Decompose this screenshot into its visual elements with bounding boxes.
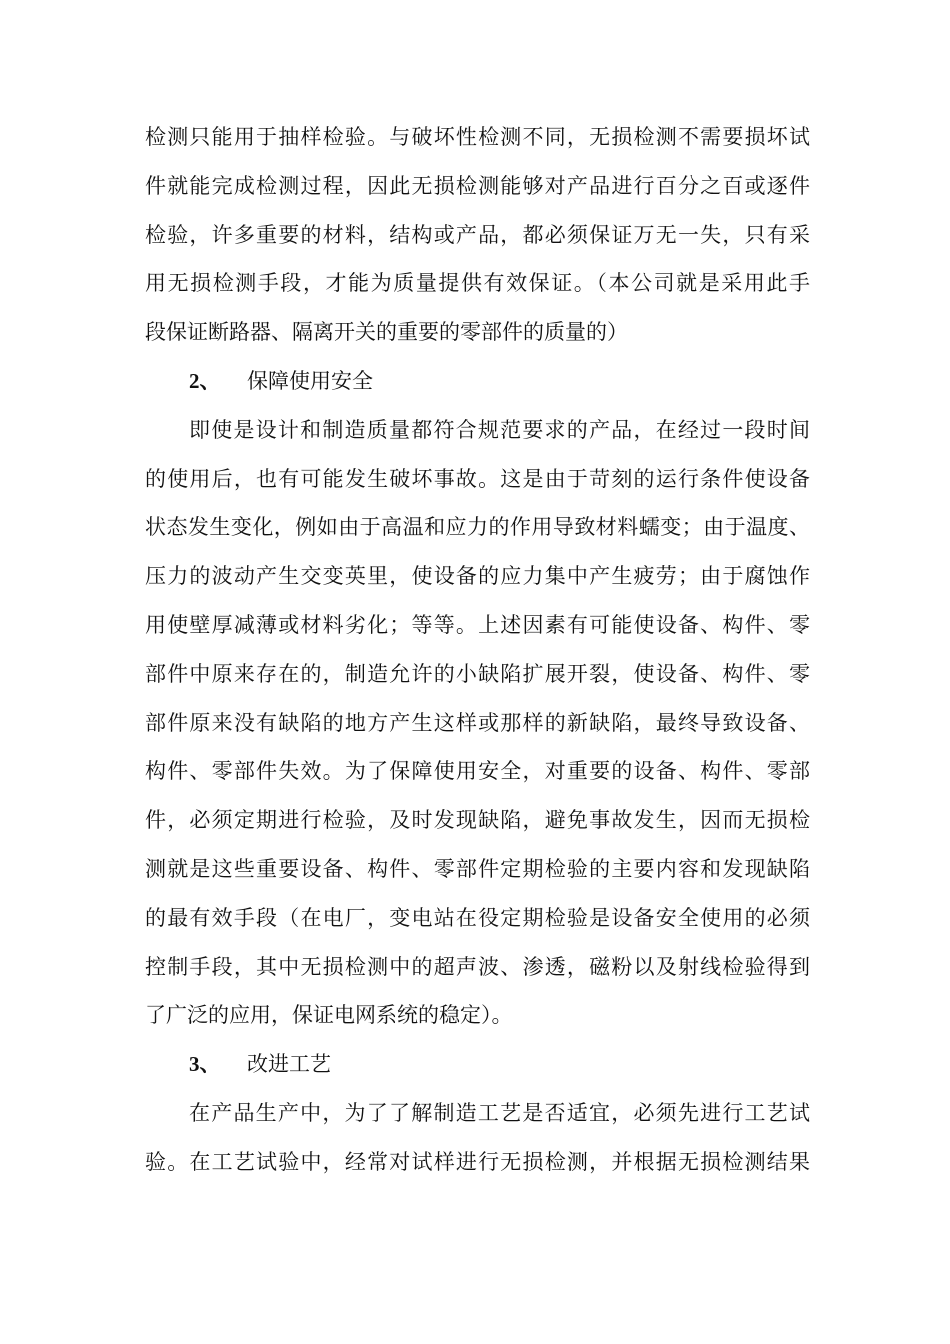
text-line: 状态发生变化，例如由于高温和应力的作用导致材料蠕变；由于温度、: [145, 515, 810, 540]
text-line: 了广泛的应用，保证电网系统的稳定）。: [145, 1003, 513, 1028]
text-line: 部件原来没有缺陷的地方产生这样或那样的新缺陷，最终导致设备、: [145, 710, 810, 735]
text-line: 即使是设计和制造质量都符合规范要求的产品，在经过一段时间: [189, 417, 810, 442]
paragraph-process-improvement: [145, 1089, 810, 1187]
section-number: 3、: [189, 1052, 221, 1077]
section-title: 改进工艺: [247, 1052, 331, 1077]
document-page: [145, 113, 810, 1187]
text-line: 的使用后，也有可能发生破坏事故。这是由于苛刻的运行条件使设备: [145, 466, 810, 491]
text-line: 构件、零部件失效。为了保障使用安全，对重要的设备、构件、零部: [145, 759, 810, 784]
section-number: 2、: [189, 368, 221, 393]
text-line: 件就能完成检测过程，因此无损检测能够对产品进行百分之百或逐件: [145, 173, 810, 198]
text-line: 用使壁厚减薄或材料劣化；等等。上述因素有可能使设备、构件、零: [145, 612, 810, 637]
text-line: 控制手段，其中无损检测中的超声波、渗透，磁粉以及射线检验得到: [145, 954, 810, 979]
section-title: 保障使用安全: [247, 368, 373, 393]
text-line: 在产品生产中，为了了解制造工艺是否适宜，必须先进行工艺试: [189, 1100, 810, 1125]
text-line: 验。在工艺试验中，经常对试样进行无损检测，并根据无损检测结果: [145, 1149, 810, 1174]
text-line: 部件中原来存在的，制造允许的小缺陷扩展开裂，使设备、构件、零: [145, 661, 810, 686]
text-line: 检验，许多重要的材料，结构或产品，都必须保证万无一失，只有采: [145, 222, 810, 247]
paragraph-sampling-inspection: [145, 113, 810, 357]
section-heading-safety: [145, 357, 810, 406]
text-line: 段保证断路器、隔离开关的重要的零部件的质量的）: [145, 320, 628, 345]
text-line: 测就是这些重要设备、构件、零部件定期检验的主要内容和发现缺陷: [145, 856, 810, 881]
section-heading-process: [145, 1040, 810, 1089]
text-line: 压力的波动产生交变英里，使设备的应力集中产生疲劳；由于腐蚀作: [145, 564, 810, 589]
text-line: 检测只能用于抽样检验。与破坏性检测不同，无损检测不需要损坏试: [145, 125, 810, 149]
text-line: 用无损检测手段，才能为质量提供有效保证。（本公司就是采用此手: [145, 271, 810, 296]
text-line: 件，必须定期进行检验，及时发现缺陷，避免事故发生，因而无损检: [145, 808, 810, 833]
text-line: 的最有效手段（在电厂，变电站在役定期检验是设备安全使用的必须: [145, 905, 810, 930]
paragraph-usage-safety: [145, 406, 810, 1040]
